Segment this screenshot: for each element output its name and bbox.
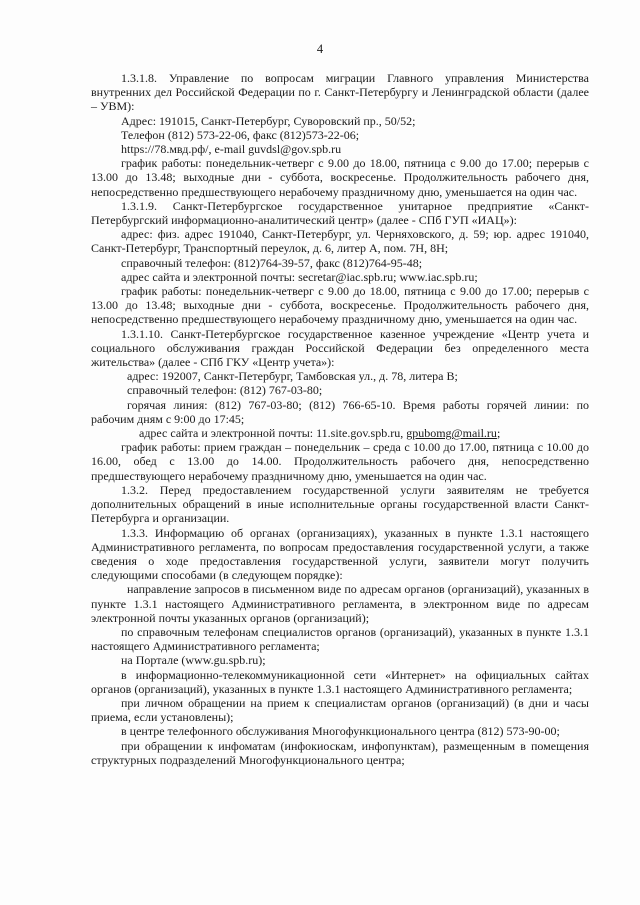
method-call-center: в центре телефонного обслуживания Многофункционального центра (812) 573-90-00; [121, 724, 560, 739]
center-email-semicolon: ; [496, 426, 501, 441]
page-number: 4 [316, 42, 324, 56]
paragraph-1-3-1-10: 1.3.1.10. Санкт-Петербургское государственное казенное учреждение «Центр учета и социального обслуживания граждан Российской Федерации без определенного места жительства» (далее - СПб ГКУ «Центр учета»): [91, 326, 589, 370]
paragraph-1-3-2: 1.3.2. Перед предоставлением государственной услуги заявителям не требуется дополнительных обращений в иные исполнительные органы государственной власти Санкт-Петербурга и организации. [91, 482, 589, 526]
center-schedule: график работы: прием граждан – понедельник – среда с 10.00 до 17.00, пятница с 10.00 до 16.00, обед с 13.00 до 14.00. Продолжительность рабочего дня, непосредственно предшествующего нерабочему праздничному дню, уменьшается на один час. [91, 440, 589, 483]
method-in-person: при личном обращении на прием к специалистам органов (организаций) (в дни и часы приема, если установлены); [91, 695, 589, 725]
center-site-text: адрес сайта и электронной почты: 11.site.gov.spb.ru, [139, 426, 404, 441]
uvm-site-email: https://78.мвд.рф/, e-mail guvdsl@gov.spb.ru [121, 142, 342, 157]
method-infomats: при обращении к инфоматам (инфокиоскам, инфопунктам), размещенным в помещения структурных подразделений Многофункционального центра; [91, 738, 589, 767]
center-hotline: горячая линия: (812) 767-03-80; (812) 766-65-10. Время работы горячей линии: по рабочим дням с 9:00 до 17:45; [91, 397, 589, 426]
method-internet: в информационно-телекоммуникационной сети «Интернет» на официальных сайтах органов (организаций), указанных в пункте 1.3.1 настоящего Административного регламента; [91, 667, 589, 696]
center-site-email [91, 426, 589, 440]
document-body [91, 71, 589, 767]
paragraph-1-3-1-9: 1.3.1.9. Санкт-Петербургское государственное унитарное предприятие «Санкт-Петербургский информационно-аналитический центр» (далее - СПб ГУП «ИАЦ»): [91, 198, 589, 228]
uvm-address: Адрес: 191015, Санкт-Петербург, Суворовский пр., 50/52; [121, 113, 416, 128]
center-phone: справочный телефон: (812) 767-03-80; [127, 383, 323, 398]
uvm-schedule: график работы: понедельник-четверг с 9.00 до 18.00, пятница с 9.00 до 17.00; перерыв с 13.00 до 13.48; выходные дни - суббота, воскресенье. Продолжительность рабочего дня, непосредственно предшествующего нерабочему праздничному дню, уменьшается на один час. [91, 156, 589, 199]
iac-schedule: график работы: понедельник-четверг с 9.00 до 18.00, пятница с 9.00 до 17.00; перерыв с 13.00 до 13.48; выходные дни - суббота, воскресенье. Продолжительность рабочего дня, непосредственно предшествующего нерабочему праздничному дню, уменьшается на один час. [91, 284, 589, 327]
center-address: адрес: 192007, Санкт-Петербург, Тамбовская ул., д. 78, литера В; [127, 369, 458, 384]
iac-address: адрес: физ. адрес 191040, Санкт-Петербург, ул. Черняховского, д. 59; юр. адрес 191040, Санкт-Петербург, Транспортный переулок, д. 6, литер А, пом. 7Н, 8Н; [91, 227, 589, 256]
uvm-phone: Телефон (812) 573-22-06, факс (812)573-22-06; [121, 127, 360, 142]
method-written-requests: направление запросов в письменном виде по адресам органов (организаций), указанных в пункте 1.3.1 настоящего Административного регламента, в электронном виде по адресам электронной почты указанных органов (организаций); [91, 582, 589, 625]
method-phone: по справочным телефонам специалистов органов (организаций), указанных в пункте 1.3.1 настоящего Административного регламента; [91, 624, 589, 654]
method-portal: на Портале (www.gu.spb.ru); [121, 653, 266, 668]
center-email-link[interactable]: gpubomg@mail.ru [406, 426, 497, 441]
paragraph-1-3-3: 1.3.3. Информацию об органах (организациях), указанных в пункте 1.3.1 настоящего Административного регламента, по вопросам предоставления государственной услуги, а также сведения о ходе предоставления государственной услуги, заявители могут получить следующими способами (в следующем порядке): [91, 525, 589, 583]
iac-site-email: адрес сайта и электронной почты: secretar@iac.spb.ru; www.iac.spb.ru; [121, 269, 478, 284]
paragraph-1-3-1-8: 1.3.1.8. Управление по вопросам миграции Главного управления Министерства внутренних дел Российской Федерации по г. Санкт-Петербургу и Ленинградской области (далее – УВМ): [91, 71, 589, 114]
iac-phone: справочный телефон: (812)764-39-57, факс (812)764-95-48; [121, 255, 423, 270]
